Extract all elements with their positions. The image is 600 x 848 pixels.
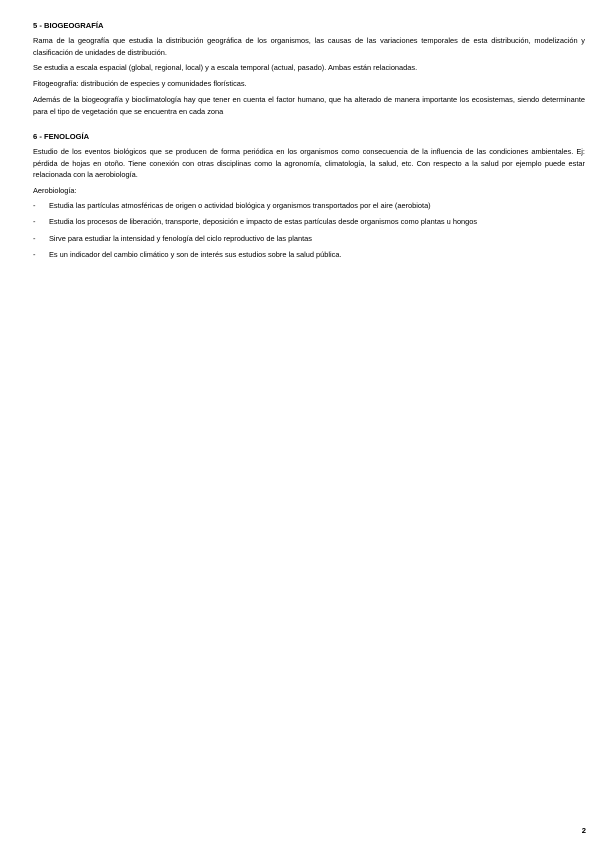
list-item-text: Sirve para estudiar la intensidad y fenología del ciclo reproductivo de las plantas (49, 233, 312, 243)
page-number: 2 (581, 826, 586, 835)
paragraph: Además de la biogeografía y bioclimatología hay que tener en cuenta el factor humano, que ha alterado de manera importante los ecosistemas, siendo determinante para el tipo de vegetación que se encuentra en cada zona (33, 94, 585, 116)
section-heading: 5 - BIOGEOGRAFÍA (33, 21, 104, 30)
list-item (33, 233, 585, 244)
paragraph: Rama de la geografía que estudia la distribución geográfica de los organismos, las causas de las variaciones temporales de esta distribución, modelización y clasificación de unidades de distribución. (33, 36, 585, 57)
list-item-text: Es un indicador del cambio climático y son de interés sus estudios sobre la salud pública. (49, 250, 342, 260)
section-fenologia (33, 131, 585, 260)
bullet-marker: - (33, 201, 36, 211)
paragraph: Estudio de los eventos biológicos que se producen de forma periódica en los organismos como consecuencia de la influencia de las condiciones ambientales. Ej: pérdida de hojas en otoño. Tiene conexión con otras disciplinas como la agronomía, climatología, la salud, etc. Con respecto a la salud por ejemplo puede estar relacionada con la aerobiología. (33, 147, 585, 180)
list-item (33, 249, 585, 260)
list-item (33, 200, 585, 211)
subheading: Aerobiología: (33, 186, 77, 196)
bullet-marker: - (33, 250, 36, 260)
list-item-text: Estudia los procesos de liberación, transporte, deposición e impacto de estas partículas desde organismos como plantas u hongos (49, 217, 478, 227)
document-page (33, 20, 585, 274)
section-heading: 6 - FENOLOGÍA (33, 132, 90, 142)
bullet-marker: - (33, 233, 36, 243)
paragraph: Fitogeografía: distribución de especies y comunidades florísticas. (33, 79, 247, 89)
paragraph: Se estudia a escala espacial (global, regional, local) y a escala temporal (actual, pasado). Ambas están relacionadas. (33, 63, 418, 73)
section-biogeografia (33, 20, 585, 117)
bullet-marker: - (33, 217, 36, 227)
list-item-text: Estudia las partículas atmosféricas de origen o actividad biológica y organismos transportados por el aire (aerobiota) (49, 201, 431, 211)
bullet-list (33, 200, 585, 260)
list-item (33, 216, 585, 227)
